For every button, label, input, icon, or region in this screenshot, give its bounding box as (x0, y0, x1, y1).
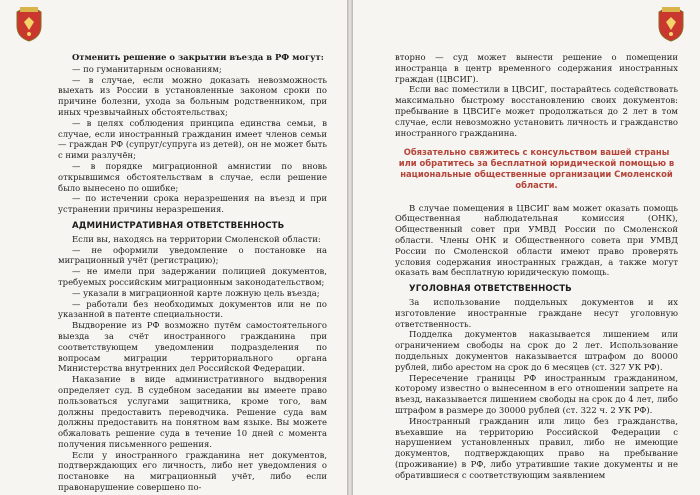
list-item: — указали в миграционной карте ложную цель въезда; (72, 287, 320, 298)
right-page (353, 0, 700, 495)
paragraph: вторно — суд может вынести решение о помещении иностранца в центр временного содержания иностранных граждан (ЦВСИГ). (395, 52, 678, 84)
paragraph: Пересечение границы РФ иностранным гражданином, которому известно о вынесенном в его отношении запрете на въезд, наказывается лишением свободы на срок до 4 лет, либо штрафом в размере до 30000 рублей (ст. 322 ч. 2 УК РФ). (395, 372, 678, 415)
list-item: — не оформили уведомление о постановке на миграционный учёт (регистрацию); (58, 244, 327, 266)
left-page (0, 0, 347, 495)
list-item: — в целях соблюдения принципа единства семьи, в случае, если иностранный гражданин имеет членов семьи — граждан РФ (супруг/супруга из детей), он не может быть с ними разлучён; (58, 117, 327, 161)
criminal-heading: УГОЛОВНАЯ ОТВЕТСТВЕННОСТЬ (409, 284, 572, 295)
paragraph: Иностранный гражданин или лицо без гражданства, въехавшие на территорию Российской Федерации с нарушением установленных правил, либо не имеющие документов, подтверждающих право на пребывание (проживание) в РФ, либо утратившие такие документы и не обратившиеся с соответствующим заявлением (395, 415, 678, 480)
paragraph: Если у иностранного гражданина нет документов, подтверждающих его личность, либо нет уведомления о постановке на миграционный учёт, либо если правонарушение совершено по- (58, 449, 327, 493)
consulate-callout: Обязательно свяжитесь с консульством вашей страны или обратитесь за бесплатной юридической помощью в национальные общественные организации Смоленской области. (398, 147, 675, 190)
paragraph: Если вас поместили в ЦВСИГ, постарайтесь содействовать максимально быстрому восстановлению своих документов: пребывание в ЦВСИГе может продолжаться до 2 лет в том случае, если невозможно установить личность и гражданство иностранного гражданина. (395, 84, 678, 138)
smolensk-coat-of-arms-icon (656, 6, 686, 42)
list-item: — в порядке миграционной амнистии по вновь открывшимся обстоятельствам в случае, если решение было вынесено по ошибке; (58, 160, 327, 193)
paragraph: Если вы, находясь на территории Смоленской области: (72, 233, 321, 244)
paragraph: За использование поддельных документов и их изготовление иностранные граждане несут уголовную ответственность. (395, 296, 678, 329)
revocation-subheading: Отменить решение о закрытии въезда в РФ могут: (72, 52, 324, 62)
list-item: — в случае, если можно доказать невозможность выехать из России в установленные законом сроки по причине болезни, ухода за больным родственником, при иных чрезвычайных обстоятельствах; (58, 74, 327, 117)
paragraph: В случае помещения в ЦВСИГ вам может оказать помощь Общественная наблюдательная комиссия (ОНК), Общественный совет при УМВД России по Смоленской области. Члены ОНК и Общественного совета при УМВД России по Смоленской области имеют право проверять условия содержания иностранных граждан, а также могут оказать вам бесплатную юридическую помощь. (395, 202, 678, 278)
left-page-text (58, 52, 327, 493)
list-item: — по истечении срока неразрешения на въезд и при устранении причины неразрешения. (58, 193, 327, 215)
list-item: — не имели при задержании полицией документов, требуемых российским миграционным законодательством; (58, 266, 327, 287)
paragraph: Выдворение из РФ возможно путём самостоятельного выезда за счёт иностранного гражданина при соответствующем уведомлении подразделения по вопросам миграции территориального органа Министерства внутренних дел Российской Федерации. (58, 320, 327, 374)
smolensk-coat-of-arms-icon (14, 6, 44, 42)
list-item: — по гуманитарным основаниям; (72, 63, 222, 74)
administrative-heading: АДМИНИСТРАТИВНАЯ ОТВЕТСТВЕННОСТЬ (72, 220, 285, 231)
paragraph: Наказание в виде административного выдворения определяет суд. В судебном заседании вы имеете право пользоваться услугами защитника, кроме того, вам должны предоставить переводчика. Решение суда вам должны предоставить на понятном вам языке. Вы можете обжаловать решение суда в течение 10 дней с момента получения письменного решения. (58, 374, 327, 449)
list-item: — работали без необходимых документов или не по указанной в патенте специальности. (58, 298, 327, 320)
right-page-text (395, 52, 678, 480)
paragraph: Подделка документов наказывается лишением или ограничением свободы на срок до 2 лет. Использование поддельных документов наказывается штрафом до 80000 рублей, либо арестом на срок до 6 месяцев (ст. 327 УК РФ). (395, 329, 678, 372)
